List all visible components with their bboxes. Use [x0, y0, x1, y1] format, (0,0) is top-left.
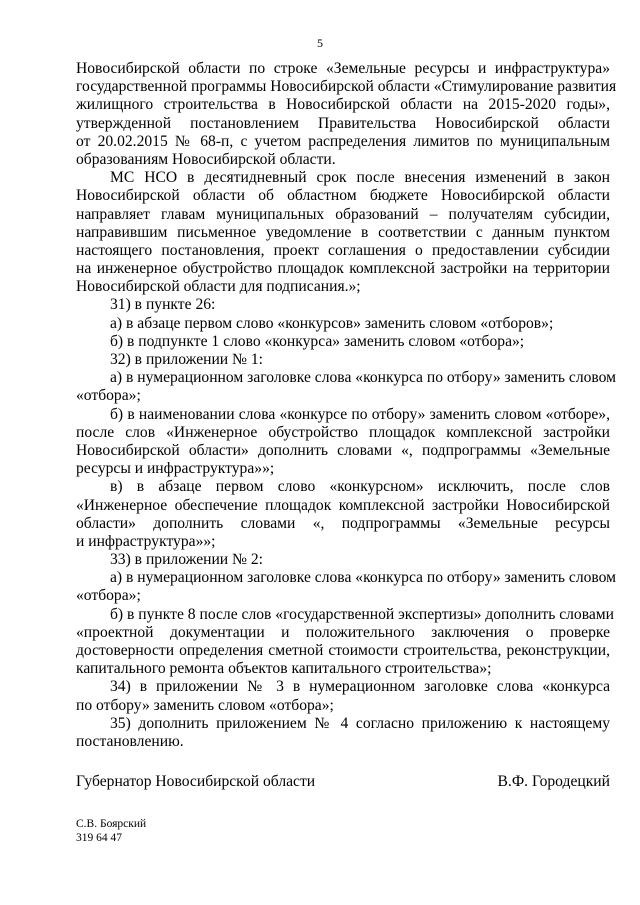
executor-phone: 319 64 47 — [76, 831, 122, 844]
paragraph — [76, 478, 610, 551]
paragraph — [76, 333, 610, 351]
text-line: постановлению. — [76, 732, 184, 750]
paragraph — [76, 551, 610, 569]
text-line: на инженерное обустройство площадок комплексной застройки на территории — [76, 260, 610, 278]
paragraph — [76, 315, 610, 333]
document-body — [76, 60, 617, 751]
text-line: «отбора»; — [76, 387, 141, 405]
text-line: по отбору» заменить словом «отбора»; — [76, 696, 334, 714]
text-line: государственной программы Новосибирской области «Стимулирование развития — [76, 78, 617, 96]
text-line: направившим письменное уведомление в соответствии с данным пунктом — [76, 223, 610, 241]
text-line: области» дополнить словами «, подпрограммы «Земельные ресурсы — [76, 514, 610, 532]
text-line: жилищного строительства в Новосибирской области на 2015-2020 годы», — [76, 96, 610, 114]
text-line: а) в нумерационном заголовке слова «конкурса по отбору» заменить словом — [110, 569, 617, 587]
paragraph — [76, 296, 610, 314]
text-line: после слов «Инженерное обустройство площадок комплексной застройки — [76, 423, 610, 441]
text-line: Новосибирской области» дополнить словами «, подпрограммы «Земельные — [76, 441, 610, 459]
text-line: б) в наименовании слова «конкурсе по отбору» заменить словом «отборе», — [110, 405, 610, 423]
text-line: от 20.02.2015 № 68-п, с учетом распределения лимитов по муниципальным — [76, 132, 610, 150]
paragraph — [76, 406, 610, 479]
text-line: б) в пункте 8 после слов «государственной экспертизы» дополнить словами — [110, 605, 615, 623]
text-line: 32) в приложении № 1: — [110, 351, 263, 368]
text-line: Новосибирской области для подписания.»; — [76, 278, 361, 296]
text-line: б) в подпункте 1 слово «конкурса» заменить словом «отбора»; — [110, 332, 525, 350]
executor-name: С.В. Боярский — [76, 818, 147, 830]
text-line: капитального ремонта объектов капитального строительства»; — [76, 660, 492, 678]
text-line: 34) в приложении № 3 в нумерационном заголовке слова «конкурса — [110, 678, 610, 696]
text-line: ресурсы и инфраструктура»»; — [76, 460, 275, 478]
page-number: 5 — [317, 36, 323, 50]
text-line: «проектной документации и положительного заключения о проверке — [76, 623, 610, 641]
signatory-position: Губернатор Новосибирской области — [76, 773, 316, 790]
paragraph — [76, 678, 610, 714]
text-line: а) в нумерационном заголовке слова «конкурса по отбору» заменить словом — [110, 369, 617, 387]
text-line: Новосибирской области об областном бюджете Новосибирской области — [76, 187, 610, 205]
paragraph — [76, 60, 617, 169]
text-line: образованиям Новосибирской области. — [76, 150, 336, 168]
text-line: 31) в пункте 26: — [110, 296, 216, 314]
text-line: 35) дополнить приложением № 4 согласно приложению к настоящему — [110, 714, 610, 732]
text-line: 33) в приложении № 2: — [110, 551, 263, 569]
signatory-name: В.Ф. Городецкий — [497, 773, 610, 790]
executor-block — [76, 818, 146, 845]
paragraph — [76, 569, 617, 605]
paragraph — [76, 351, 610, 369]
paragraph — [76, 605, 615, 679]
paragraph — [76, 369, 617, 405]
text-line: настоящего постановления, проект соглашения о предоставлении субсидии — [76, 241, 610, 259]
text-line: направляет главам муниципальных образований – получателям субсидии, — [76, 205, 610, 223]
text-line: и инфраструктура»»; — [76, 532, 216, 550]
text-line: достоверности определения сметной стоимости строительства, реконструкции, — [76, 642, 610, 659]
text-line: «отбора»; — [76, 587, 141, 605]
text-line: а) в абзаце первом слово «конкурсов» заменить словом «отборов»; — [110, 314, 554, 332]
text-line: МС НСО в десятидневный срок после внесения изменений в закон — [110, 169, 610, 187]
text-line: «Инженерное обеспечение площадок комплексной застройки Новосибирской — [76, 496, 610, 514]
paragraph — [76, 169, 610, 296]
text-line: Новосибирской области по строке «Земельные ресурсы и инфраструктура» — [76, 60, 610, 77]
paragraph — [76, 715, 610, 751]
text-line: утвержденной постановлением Правительства Новосибирской области — [76, 114, 610, 132]
text-line: в) в абзаце первом слово «конкурсном» исключить, после слов — [110, 478, 610, 496]
